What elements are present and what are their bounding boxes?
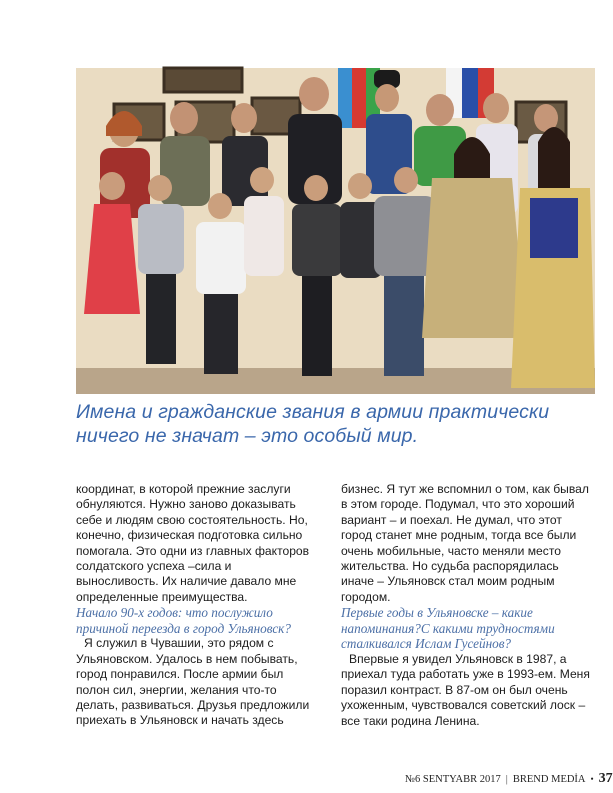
group-photo bbox=[76, 68, 595, 394]
head bbox=[348, 173, 372, 199]
pull-quote: Имена и гражданские звания в армии практически ничего не значат – это особый мир. bbox=[76, 401, 550, 447]
head bbox=[375, 84, 399, 112]
vest bbox=[530, 198, 578, 258]
paragraph: Я служил в Чувашии, это рядом с Ульяновском. Удалось в нем побывать, город понравился. После армии был полон сил, энергии, желания что-то делать, развиваться. Друзья предложили приехать в Ульяновск и начать здесь bbox=[76, 636, 310, 728]
head bbox=[299, 77, 329, 111]
article-column-left bbox=[76, 482, 316, 729]
paragraph: координат, в которой прежние заслуги обнуляются. Нужно заново доказывать себе и людям свою состоятельность. Но, конечно, физическая подготовка сильно помогала. Это одни из главных факторов солдатского успеха –сила и выносливость. Их наличие давало мне определенные преимущества. bbox=[76, 482, 310, 604]
head bbox=[394, 167, 418, 193]
footer-separator: | bbox=[505, 774, 508, 785]
bullet-icon: • bbox=[590, 774, 594, 784]
page-number: 37 bbox=[598, 771, 613, 786]
brand-name: BREND MEDİA bbox=[512, 774, 586, 785]
page-footer bbox=[405, 771, 613, 787]
head bbox=[170, 102, 198, 134]
head bbox=[148, 175, 172, 201]
flag-stripe bbox=[352, 68, 366, 128]
legs bbox=[146, 274, 176, 364]
flag-stripe bbox=[462, 68, 478, 118]
head bbox=[208, 193, 232, 219]
interview-question: Начало 90-х годов: что послужило причиной переезда в город Ульяновск? bbox=[76, 605, 291, 636]
article-column-right bbox=[341, 482, 591, 729]
head bbox=[426, 94, 454, 126]
wall-frame bbox=[164, 68, 242, 92]
legs bbox=[384, 276, 424, 376]
shawl bbox=[422, 178, 526, 338]
head bbox=[99, 172, 125, 200]
body bbox=[244, 196, 284, 276]
legs bbox=[204, 294, 238, 374]
body bbox=[292, 204, 342, 276]
paragraph: Впервые я увидел Ульяновск в 1987, а приехал туда работать уже в 1993-ем. Меня поразил контраст. В 87-ом он был очень ухоженным, чувствовался советский лоск – все таки родина Ленина. bbox=[341, 652, 590, 728]
head bbox=[483, 93, 509, 123]
body bbox=[196, 222, 246, 294]
issue-label: №6 SENTYABR 2017 bbox=[405, 774, 501, 785]
head bbox=[250, 167, 274, 193]
paragraph: бизнес. Я тут же вспомнил о том, как бывал в этом городе. Подумал, что это хороший вариант – и поехал. Не думал, что этот город станет мне родным, тогда все были очень мобильные, часто меняли место жительства. Но судьба распорядилась иначе – Ульяновск стал моим родным городом. bbox=[341, 482, 589, 604]
interview-question: Первые годы в Ульяновске – какие напоминания?С какими трудностями сталкивался Ислам Гусейнов? bbox=[341, 605, 555, 652]
group-photo-illustration bbox=[76, 68, 595, 394]
body bbox=[138, 204, 184, 274]
legs bbox=[302, 276, 332, 376]
head bbox=[304, 175, 328, 201]
head bbox=[231, 103, 257, 133]
